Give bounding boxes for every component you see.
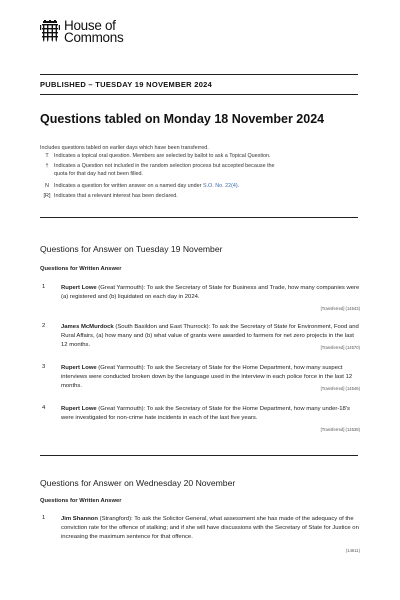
- legend-symbol: †: [45, 163, 49, 169]
- section-subheading: Questions for Written Answer: [40, 266, 122, 272]
- question-number: 2: [42, 323, 46, 329]
- question-text: To ask the Secretary of State for Business and Trade, how many companies were (a) registered and (b) liquidated on each day in 2024.: [61, 285, 360, 300]
- logo-line-1: House of: [64, 18, 116, 33]
- legend-symbol: T: [45, 153, 49, 159]
- legend-item-topical: [40, 153, 358, 161]
- legend-text-suffix: .: [237, 183, 240, 189]
- legend-symbol: N: [45, 183, 49, 189]
- question-body: [61, 405, 360, 423]
- page-title: Questions tabled on Monday 18 November 2024: [40, 112, 325, 126]
- question-text: To ask the Solicitor General, what assessment she has made of the adequacy of the conviction rate for the offence of stalking; and if she will have discussions with the Secretary of State for Justice on increasing the maximum sentence for that offence.: [61, 516, 359, 540]
- question-number: 1: [42, 284, 46, 290]
- question-reference: [Transferred] (14570): [320, 345, 360, 350]
- question-reference: [Transferred] (14546): [320, 386, 360, 391]
- portcullis-icon: [40, 20, 60, 42]
- legend-text-main: Indicates a question for written answer on a named day under: [54, 183, 203, 189]
- question-body: [61, 515, 360, 542]
- published-date: PUBLISHED – TUESDAY 19 NOVEMBER 2024: [40, 80, 213, 89]
- logo-wordmark: [64, 20, 123, 44]
- legend-item-named-day: [40, 183, 358, 191]
- member-name: Rupert Lowe: [61, 365, 97, 371]
- constituency: (South Basildon and East Thurrock):: [113, 324, 212, 330]
- section-rule: [40, 455, 358, 456]
- question-reference: (14611): [345, 548, 360, 553]
- question-body: [61, 284, 360, 302]
- constituency: (Great Yarmouth):: [96, 406, 147, 412]
- question-number: 1: [42, 515, 46, 521]
- member-name: Rupert Lowe: [61, 406, 97, 412]
- house-of-commons-logo: [40, 20, 123, 44]
- legend-symbol: [R]: [43, 193, 51, 199]
- question-body: [61, 364, 360, 391]
- legend-text: Indicates that a relevant interest has been declared.: [54, 193, 178, 199]
- question-text: To ask the Secretary of State for Environment, Food and Rural Affairs, (a) how many and (b) what value of grants were awarded to farmers for net zero projects in the last 12 months.: [61, 324, 359, 348]
- legend-rule: [40, 217, 358, 218]
- question-reference: [Transferred] (14538): [320, 427, 360, 432]
- question-body: [61, 323, 360, 350]
- legend-item-dagger: [40, 163, 358, 178]
- legend-text: Indicates a Question not included in the random selection process but accepted because the quota for that day had not been filled.: [54, 163, 275, 177]
- constituency: (Great Yarmouth):: [96, 365, 147, 371]
- question-number: 4: [42, 405, 46, 411]
- question-text: To ask the Secretary of State for the Home Department, how many under-18's were investigated for non-crime hate incidents in each of the last five years.: [61, 406, 350, 421]
- constituency: (Strangford):: [97, 516, 135, 522]
- legend-text: Indicates a topical oral question. Members are selected by ballot to ask a Topical Question.: [54, 153, 271, 159]
- top-rule: [40, 74, 358, 75]
- standing-order-link[interactable]: S.O. No. 22(4): [202, 183, 238, 189]
- legend-item-relevant-interest: [40, 193, 358, 201]
- published-rule: [40, 94, 358, 95]
- member-name: James McMurdock: [61, 324, 114, 330]
- member-name: Rupert Lowe: [61, 285, 97, 291]
- logo-line-2: Commons: [64, 30, 124, 45]
- section-subheading: Questions for Written Answer: [40, 498, 122, 504]
- question-reference: [Transferred] (14543): [320, 306, 360, 311]
- section-heading-wednesday: Questions for Answer on Wednesday 20 November: [40, 478, 236, 488]
- question-text: To ask the Secretary of State for the Home Department, how many suspect interviews were conducted broken down by the language used in the interview in each police force in the last 12 months.: [61, 365, 353, 389]
- constituency: (Great Yarmouth):: [96, 285, 147, 291]
- legend-text: [54, 183, 358, 191]
- member-name: Jim Shannon: [61, 516, 98, 522]
- question-number: 3: [42, 364, 46, 370]
- section-heading-tuesday: Questions for Answer on Tuesday 19 November: [40, 244, 223, 254]
- intro-note: Includes questions tabled on earlier days which have been transferred.: [40, 145, 209, 151]
